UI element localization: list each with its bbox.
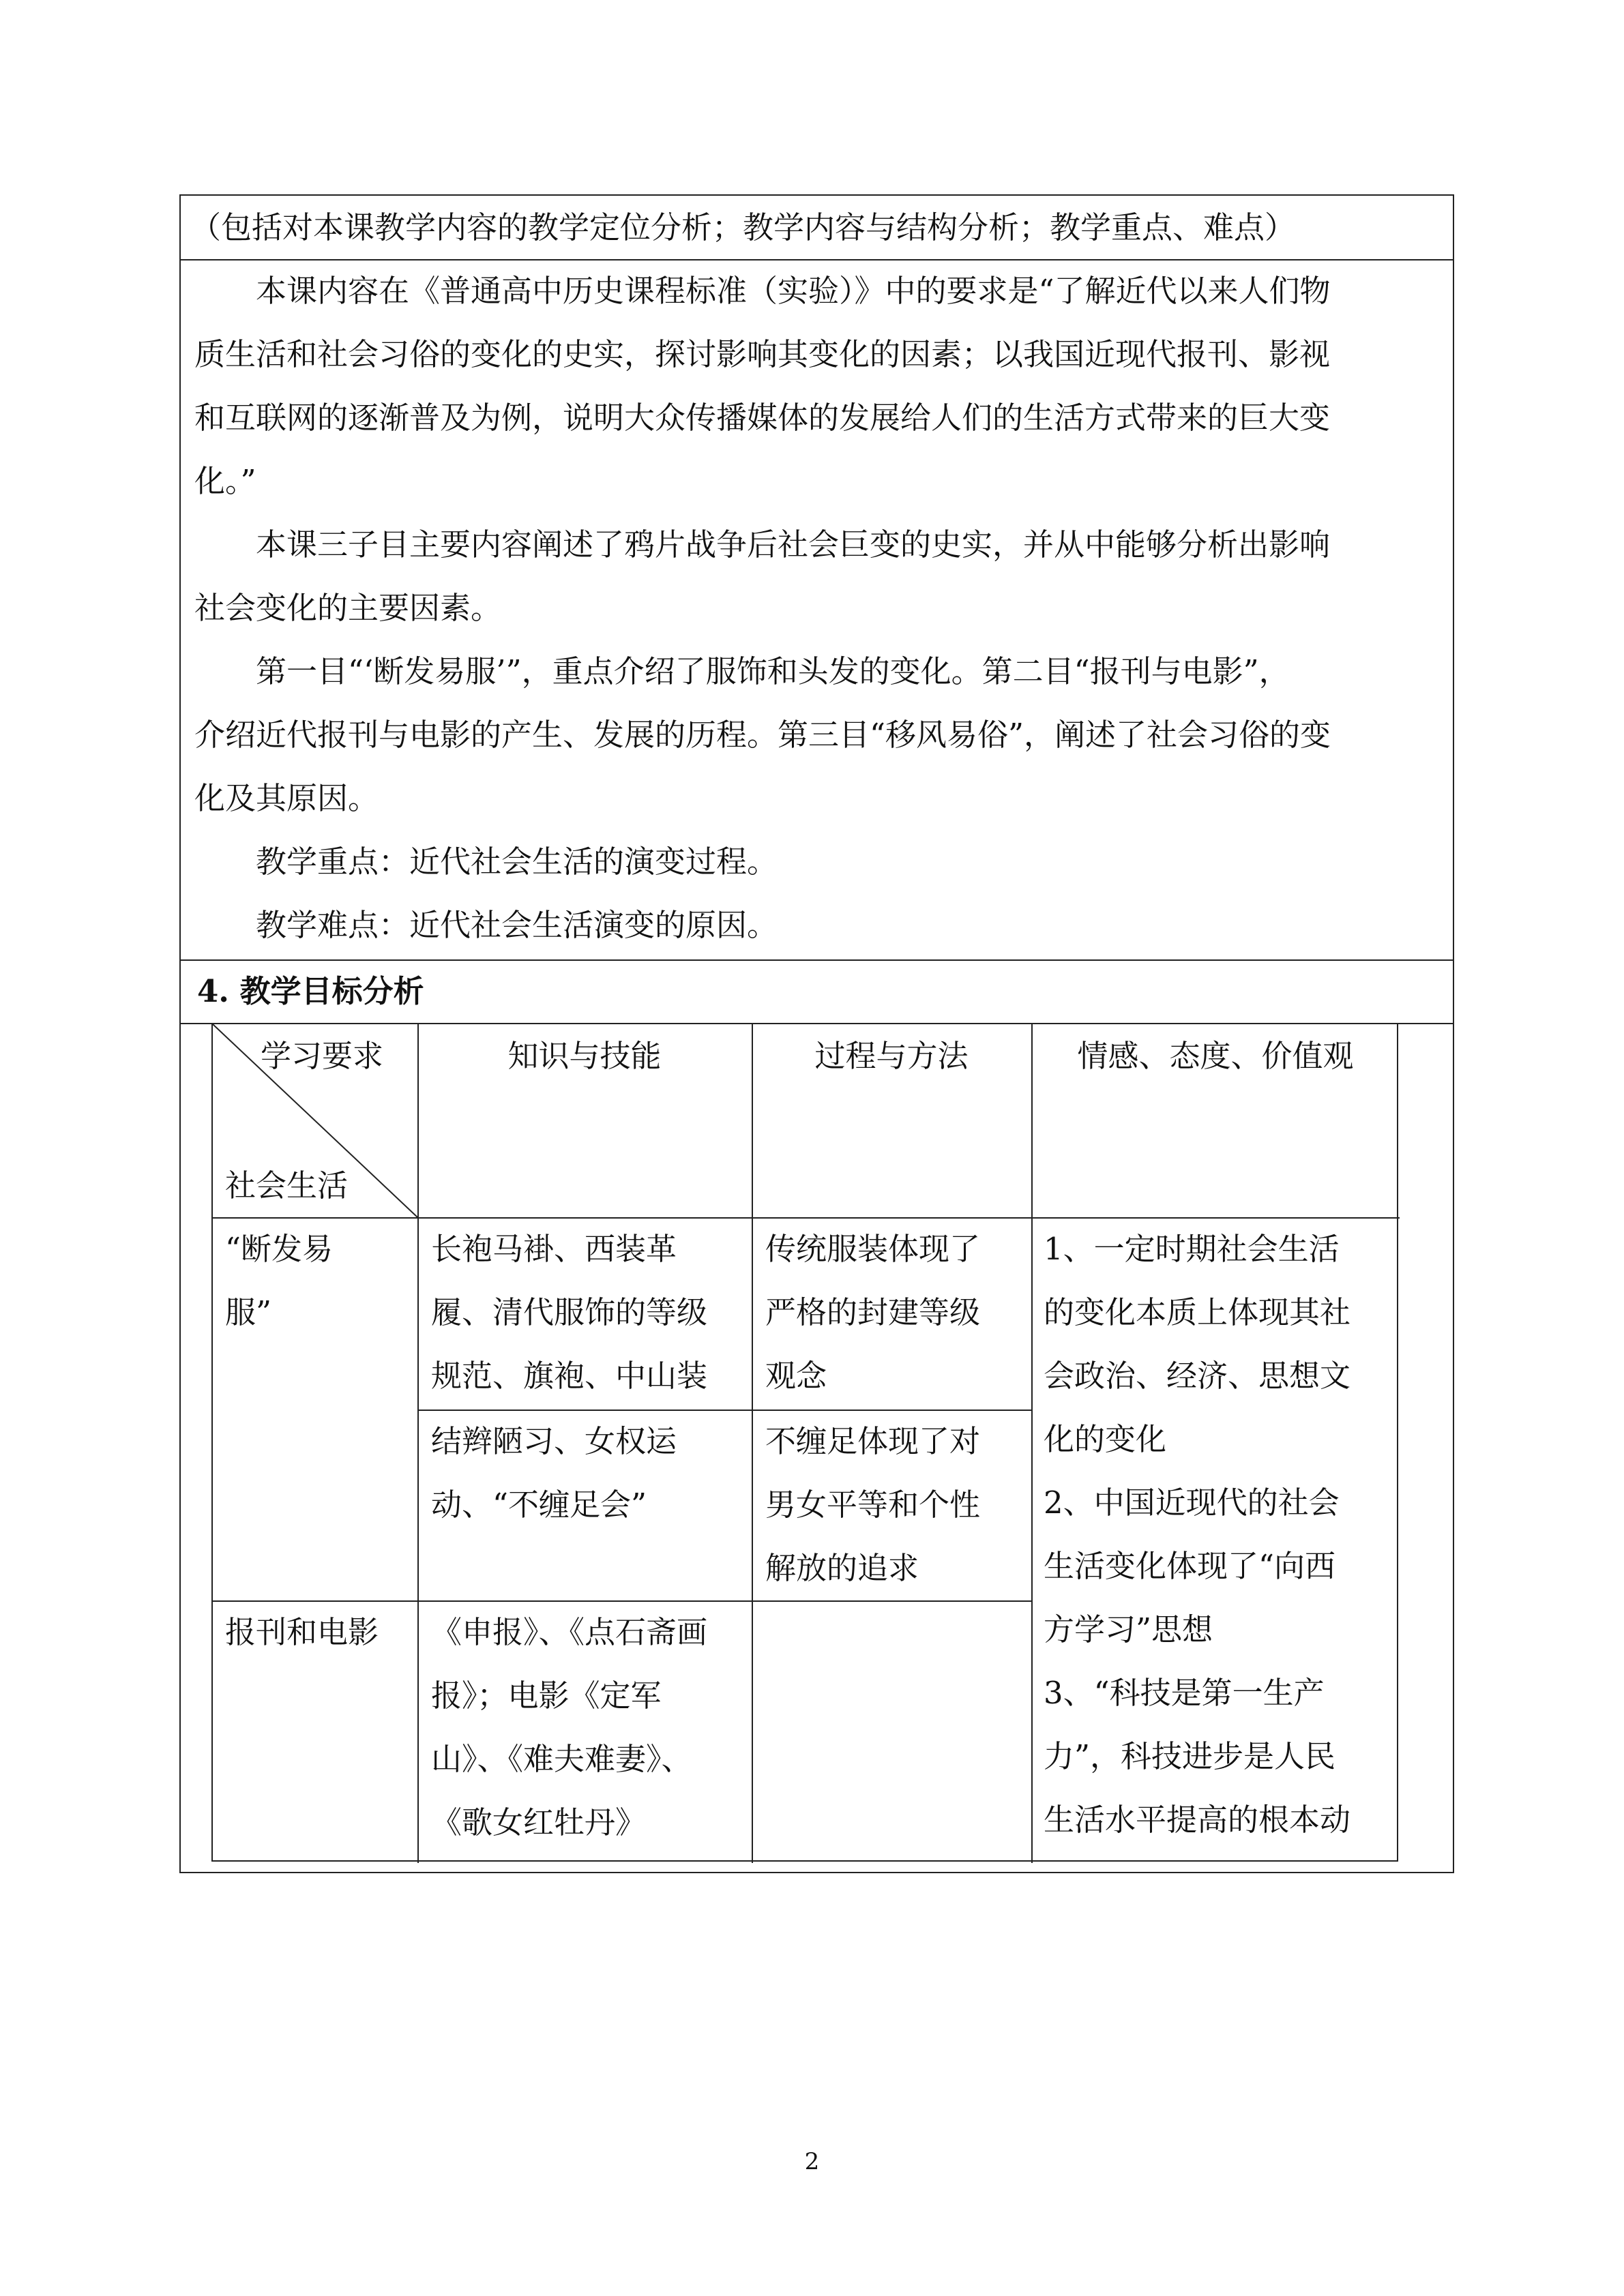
column-divider [752, 1024, 753, 1863]
analysis-line: 和互联网的逐渐普及为例，说明大众传播媒体的发展给人们的生活方式带来的巨大变 [194, 400, 1331, 436]
page-number: 2 [804, 2148, 820, 2175]
analysis-line: 教学重点：近代社会生活的演变过程。 [256, 844, 778, 880]
analysis-line: 化及其原因。 [194, 780, 379, 816]
values-line: 生活变化体现了“向西 [1044, 1548, 1336, 1584]
knowledge-cell-clothing: 长袍马褂、西装革 履、清代服饰的等级 规范、旗袍、中山装 [431, 1231, 708, 1394]
analysis-line: 本课内容在《普通高中历史课程标准（实验）》中的要求是“了解近代以来人们物 [256, 273, 1331, 309]
corner-top-label: 学习要求 [261, 1038, 384, 1074]
knowledge-cell-press-film: 《申报》、《点石斋画 报》；电影《定军 山》、《难夫难妻》、 《歌女红牡丹》 [431, 1614, 708, 1840]
values-cell [1044, 1217, 1350, 1851]
process-cell-clothing: 传统服装体现了 严格的封建等级 观念 [765, 1231, 981, 1394]
analysis-line: 化。” [194, 463, 256, 499]
content-analysis-text [194, 259, 1443, 957]
values-line: 3、“科技是第一生产 [1044, 1675, 1325, 1711]
content-analysis-header: （包括对本课教学内容的教学定位分析；教学内容与结构分析；教学重点、难点） [190, 209, 1296, 245]
analysis-line: 本课三子目主要内容阐述了鸦片战争后社会巨变的史实，并从中能够分析出影响 [256, 526, 1331, 563]
col-header-values: 情感、态度、价值观 [1077, 1038, 1354, 1074]
analysis-line: 第一目“‘断发易服’”，重点介绍了服饰和头发的变化。第二目“报刊与电影”， [256, 653, 1290, 689]
values-line: 的变化本质上体现其社 [1044, 1294, 1351, 1330]
values-line: 1、一定时期社会生活 [1044, 1231, 1340, 1267]
row-label-press-film: 报刊和电影 [225, 1614, 379, 1650]
values-line: 力”，科技进步是人民 [1044, 1738, 1336, 1774]
section-4-title: 4. 教学目标分析 [197, 973, 424, 1009]
column-divider [1031, 1024, 1033, 1863]
row-label-hair-dress: “断发易 服” [225, 1231, 334, 1330]
col-header-knowledge: 知识与技能 [507, 1038, 662, 1074]
analysis-line: 介绍近代报刊与电影的产生、发展的历程。第三目“移风易俗”，阐述了社会习俗的变 [194, 717, 1331, 753]
process-cell-footbinding: 不缠足体现了对 男女平等和个性 解放的追求 [765, 1423, 981, 1586]
values-line: 化的变化 [1044, 1421, 1167, 1457]
analysis-line: 社会变化的主要因素。 [194, 590, 502, 626]
analysis-line: 教学难点：近代社会生活演变的原因。 [256, 907, 778, 943]
column-divider [417, 1024, 419, 1863]
values-line: 2、中国近现代的社会 [1044, 1485, 1340, 1521]
values-line: 生活水平提高的根本动 [1044, 1802, 1351, 1838]
analysis-line: 质生活和社会习俗的变化的史实，探讨影响其变化的因素；以我国近现代报刊、影视 [194, 336, 1331, 372]
lesson-plan-table [179, 194, 1454, 1873]
corner-bottom-label: 社会生活 [225, 1167, 349, 1204]
col-header-process: 过程与方法 [814, 1038, 969, 1074]
objectives-table [211, 1023, 1398, 1862]
knowledge-cell-footbinding: 结辫陋习、女权运 动、“不缠足会” [431, 1423, 677, 1523]
values-line: 会政治、经济、思想文 [1044, 1358, 1351, 1394]
values-line: 方学习”思想 [1044, 1611, 1213, 1648]
